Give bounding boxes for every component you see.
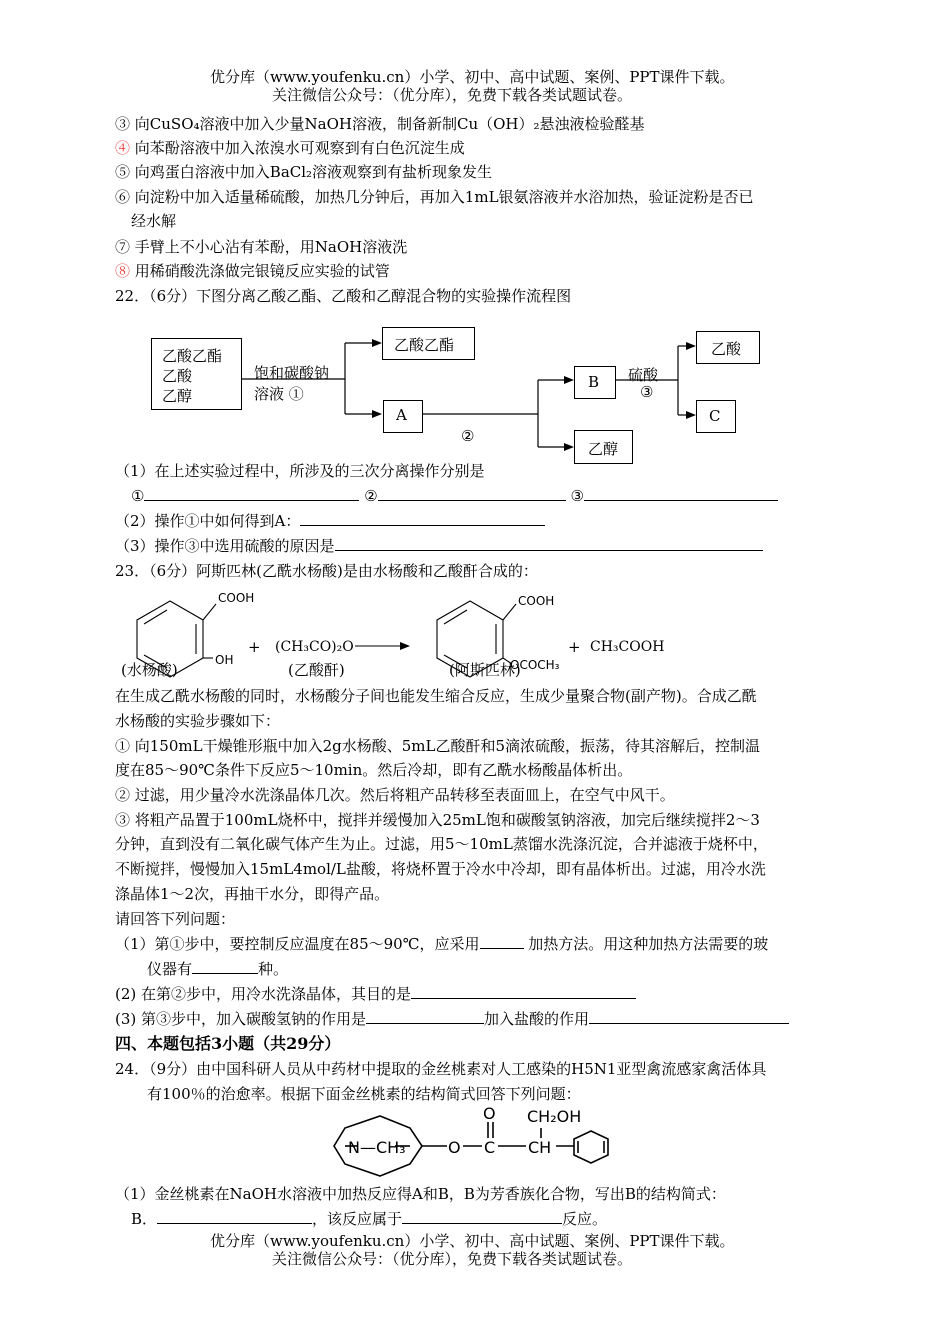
cooh-label-2: COOH — [518, 594, 555, 608]
q23-step3c: 不断搅拌，慢慢加入15mL4mol/L盐酸，将烧杯置于冷水中冷却，即有晶体析出。过滤，用冷水洗 — [115, 860, 766, 878]
acid-reagent-label: 硫酸 — [628, 366, 659, 384]
q21-item-8: ⑧ 用稀硝酸洗涤做完银镜反应实验的试管 — [115, 262, 390, 280]
anhydride-formula: (CH₃CO)₂O — [275, 639, 354, 655]
q23-p1: 在生成乙酰水杨酸的同时，水杨酸分子间也能发生缩合反应，生成少量聚合物(副产物)。合成乙酰 — [115, 687, 757, 705]
q23-ask: 请回答下列问题： — [115, 910, 236, 928]
q21-item-3: ③ 向CuSO₄溶液中加入少量NaOH溶液，制备新制Cu（OH）₂悬浊液检验醛基 — [115, 115, 645, 133]
q21-item-4: ④ 向苯酚溶液中加入浓溴水可观察到有白色沉淀生成 — [115, 139, 465, 157]
q24-line-1: 24．（9分）由中国科研人员从中药材中提取的金丝桃素对人工感染的H5N1亚型禽流感家禽活体具 — [115, 1060, 767, 1078]
mixture-line-1: 乙酸乙酯 — [162, 347, 223, 365]
q23-step3b: 分钟，直到没有二氧化碳气体产生为止。过滤，用5～10mL蒸馏水洗涤沉淀，合并滤液于烧杯中， — [115, 835, 768, 853]
plus-2: + — [568, 638, 581, 656]
q23-a3: (3) 第③步中，加入碳酸氢钠的作用是 加入盐酸的作用 — [115, 1009, 789, 1029]
footer-line-1: 优分库（www.youfenku.cn）小学、初中、高中试题、案例、PPT课件下载。 — [210, 1232, 735, 1250]
oh-label: OH — [215, 653, 234, 667]
anhydride-label: (乙酸酐) — [288, 661, 345, 679]
reagent-label-1: 饱和碳酸钠 — [254, 364, 330, 382]
aspirin-label: (阿斯匹林) — [449, 661, 521, 679]
ester-o-label: O — [448, 1138, 461, 1157]
c-label: C — [709, 407, 721, 425]
q23-step3d: 涤晶体1～2次，再抽干水分，即得产品。 — [115, 885, 390, 903]
q21-item-5: ⑤ 向鸡蛋白溶液中加入BaCl₂溶液观察到有盐析现象发生 — [115, 163, 493, 181]
q23-step1a: ① 向150mL干燥锥形瓶中加入2g水杨酸、5mL乙酸酐和5滴浓硫酸，振荡，待其溶解后，控制温 — [115, 737, 761, 755]
b-label: B — [588, 373, 600, 391]
q23-a1: （1）第①步中，要控制反应温度在85～90℃，应采用 加热方法。用这种加热方法需要的玻 — [115, 935, 769, 953]
q22-blanks: ① ② ③ — [131, 486, 778, 506]
salicylic-label: (水杨酸) — [121, 661, 178, 679]
acetic-label: 乙酸 — [711, 340, 742, 358]
a-label: A — [396, 406, 407, 424]
q21-item-7: ⑦ 手臂上不小心沾有苯酚，用NaOH溶液洗 — [115, 238, 408, 256]
q22-sub1: （1）在上述实验过程中，所涉及的三次分离操作分别是 — [115, 462, 485, 480]
cooh-label-1: COOH — [218, 591, 255, 605]
ch-label: CH — [528, 1138, 552, 1157]
mixture-line-3: 乙醇 — [162, 387, 193, 405]
q23-step2: ② 过滤，用少量冷水洗涤晶体几次。然后将粗产品转移至表面皿上，在空气中风干。 — [115, 786, 675, 804]
q23-title: 23．（6分）阿斯匹林(乙酰水杨酸)是由水杨酸和乙酸酐合成的： — [115, 562, 538, 580]
ch2oh-label: CH₂OH — [527, 1107, 582, 1126]
q23-step1b: 度在85～90℃条件下反应5～10min。然后冷却，即有乙酰水杨酸晶体析出。 — [115, 761, 633, 779]
ethanol-label: 乙醇 — [588, 440, 619, 458]
q23-step3a: ③ 将粗产品置于100mL烧杯中，搅拌并缓慢加入25mL饱和碳酸氢钠溶液，加完后继续搅拌2～3 — [115, 811, 760, 829]
ester-label: 乙酸乙酯 — [394, 336, 455, 354]
reagent-label-2: 溶液 ① — [254, 385, 304, 403]
q21-item-6-cont: 经水解 — [131, 212, 177, 230]
q23-a2: (2) 在第②步中，用冷水洗涤晶体，其目的是 — [115, 984, 636, 1004]
q22-title: 22．（6分）下图分离乙酸乙酯、乙酸和乙醇混合物的实验操作流程图 — [115, 287, 572, 305]
q23-p2: 水杨酸的实验步骤如下： — [115, 712, 281, 730]
carbonyl-c-label: C — [484, 1138, 496, 1157]
q22-sub2: （2）操作①中如何得到A： — [115, 511, 545, 531]
n-ch3-label: N—CH₃ — [348, 1138, 406, 1157]
section-4-title: 四、本题包括3小题（共29分） — [115, 1034, 341, 1053]
q21-item-6: ⑥ 向淀粉中加入适量稀硫酸，加热几分钟后，再加入1mL银氨溶液并水浴加热，验证淀粉是否已 — [115, 188, 754, 206]
q24-line-2: 有100％的治愈率。根据下面金丝桃素的结构简式回答下列问题： — [147, 1085, 581, 1103]
plus-1: + — [248, 638, 261, 656]
carbonyl-o-label: O — [483, 1104, 496, 1123]
header-line-1: 优分库（www.youfenku.cn）小学、初中、高中试题、案例、PPT课件下载。 — [210, 68, 735, 86]
step3-label: ③ — [640, 383, 654, 401]
q24-sub1-blanks: B． ，该反应属于 反应。 — [131, 1210, 608, 1228]
q22-sub3: （3）操作③中选用硫酸的原因是 — [115, 536, 763, 556]
ococh3-label: OCOCH₃ — [510, 658, 560, 672]
q24-sub1: （1）金丝桃素在NaOH水溶液中加热反应得A和B，B为芳香族化合物，写出B的结构简式： — [115, 1185, 726, 1203]
footer-line-2: 关注微信公众号：（优分库），免费下载各类试题试卷。 — [272, 1250, 633, 1268]
q23-a1-cont: 仪器有 种。 — [147, 960, 289, 978]
header-line-2: 关注微信公众号：（优分库），免费下载各类试题试卷。 — [272, 86, 633, 104]
step2-label: ② — [461, 427, 475, 445]
acetic-acid-formula: CH₃COOH — [590, 639, 665, 655]
mixture-line-2: 乙酸 — [162, 367, 193, 385]
